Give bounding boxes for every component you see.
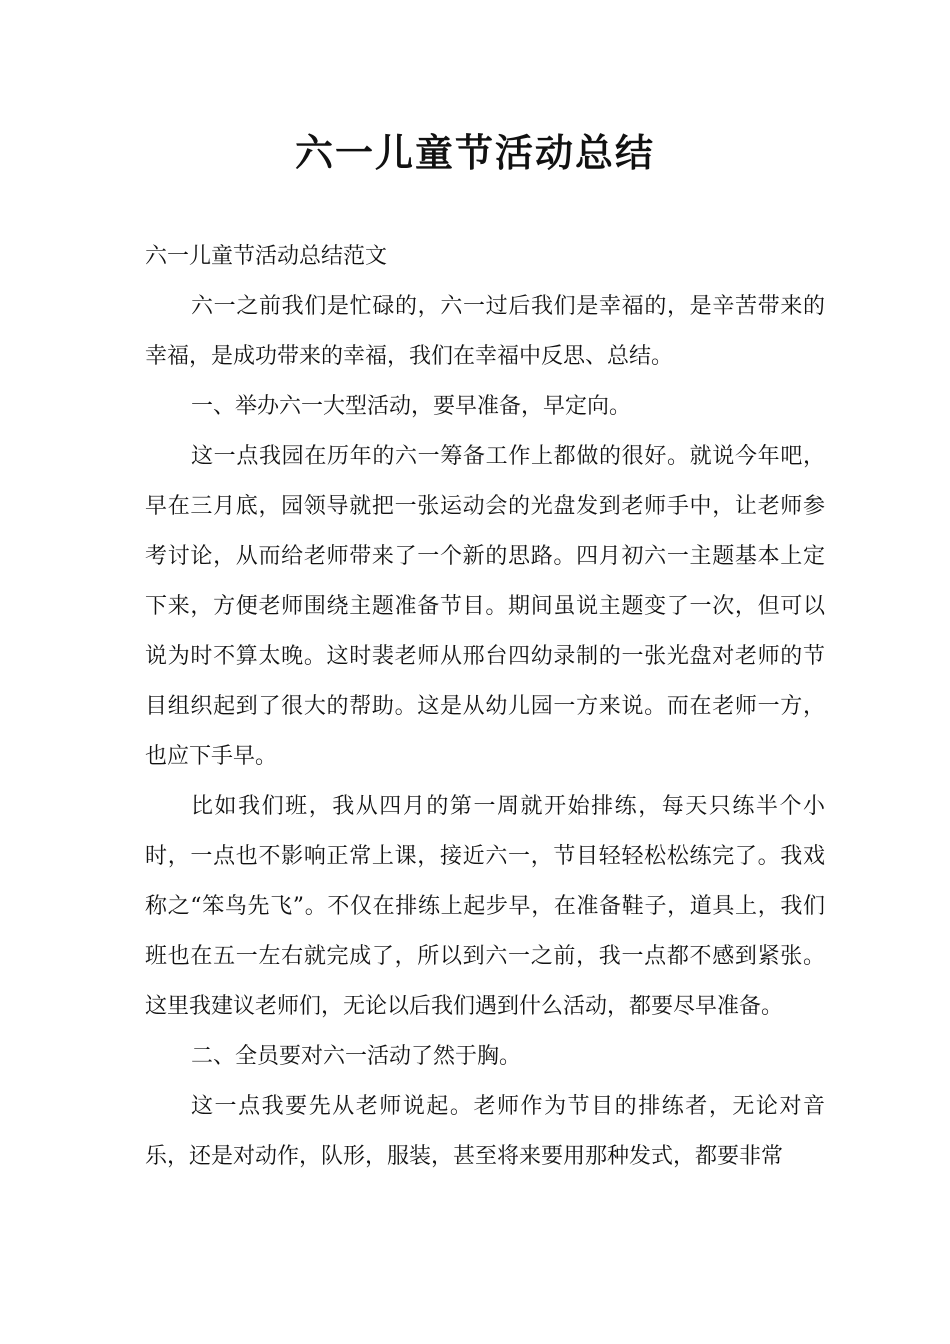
- paragraph-intro: 六一之前我们是忙碌的，六一过后我们是幸福的，是辛苦带来的幸福，是成功带来的幸福，我们在幸福中反思、总结。: [145, 294, 825, 369]
- section-heading-1: 一、举办六一大型活动，要早准备，早定向。: [191, 394, 632, 419]
- paragraph-section-1-b: 比如我们班，我从四月的第一周就开始排练，每天只练半个小时，一点也不影响正常上课，接近六一，节目轻轻松松练完了。我戏称之“笨鸟先飞”。不仅在排练上起步早，在准备鞋子，道具上，我们班也在五一左右就完成了，所以到六一之前，我一点都不感到紧张。这里我建议老师们，无论以后我们遇到什么活动，都要尽早准备。: [145, 794, 825, 1019]
- document-body: [145, 232, 825, 1182]
- section-heading-2: 二、全员要对六一活动了然于胸。: [191, 1044, 522, 1069]
- paragraph-section-2-a: 这一点我要先从老师说起。老师作为节目的排练者，无论对音乐，还是对动作，队形，服装，甚至将来要用那种发式，都要非常: [145, 1094, 825, 1169]
- paragraph-section-1-a: 这一点我园在历年的六一筹备工作上都做的很好。就说今年吧，早在三月底，园领导就把一张运动会的光盘发到老师手中，让老师参考讨论，从而给老师带来了一个新的思路。四月初六一主题基本上定下来，方便老师围绕主题准备节目。期间虽说主题变了一次，但可以说为时不算太晚。这时裴老师从邢台四幼录制的一张光盘对老师的节目组织起到了很大的帮助。这是从幼儿园一方来说。而在老师一方，也应下手早。: [145, 444, 825, 769]
- document-title: 六一儿童节活动总结: [294, 131, 655, 175]
- document-subtitle: 六一儿童节活动总结范文: [145, 244, 388, 269]
